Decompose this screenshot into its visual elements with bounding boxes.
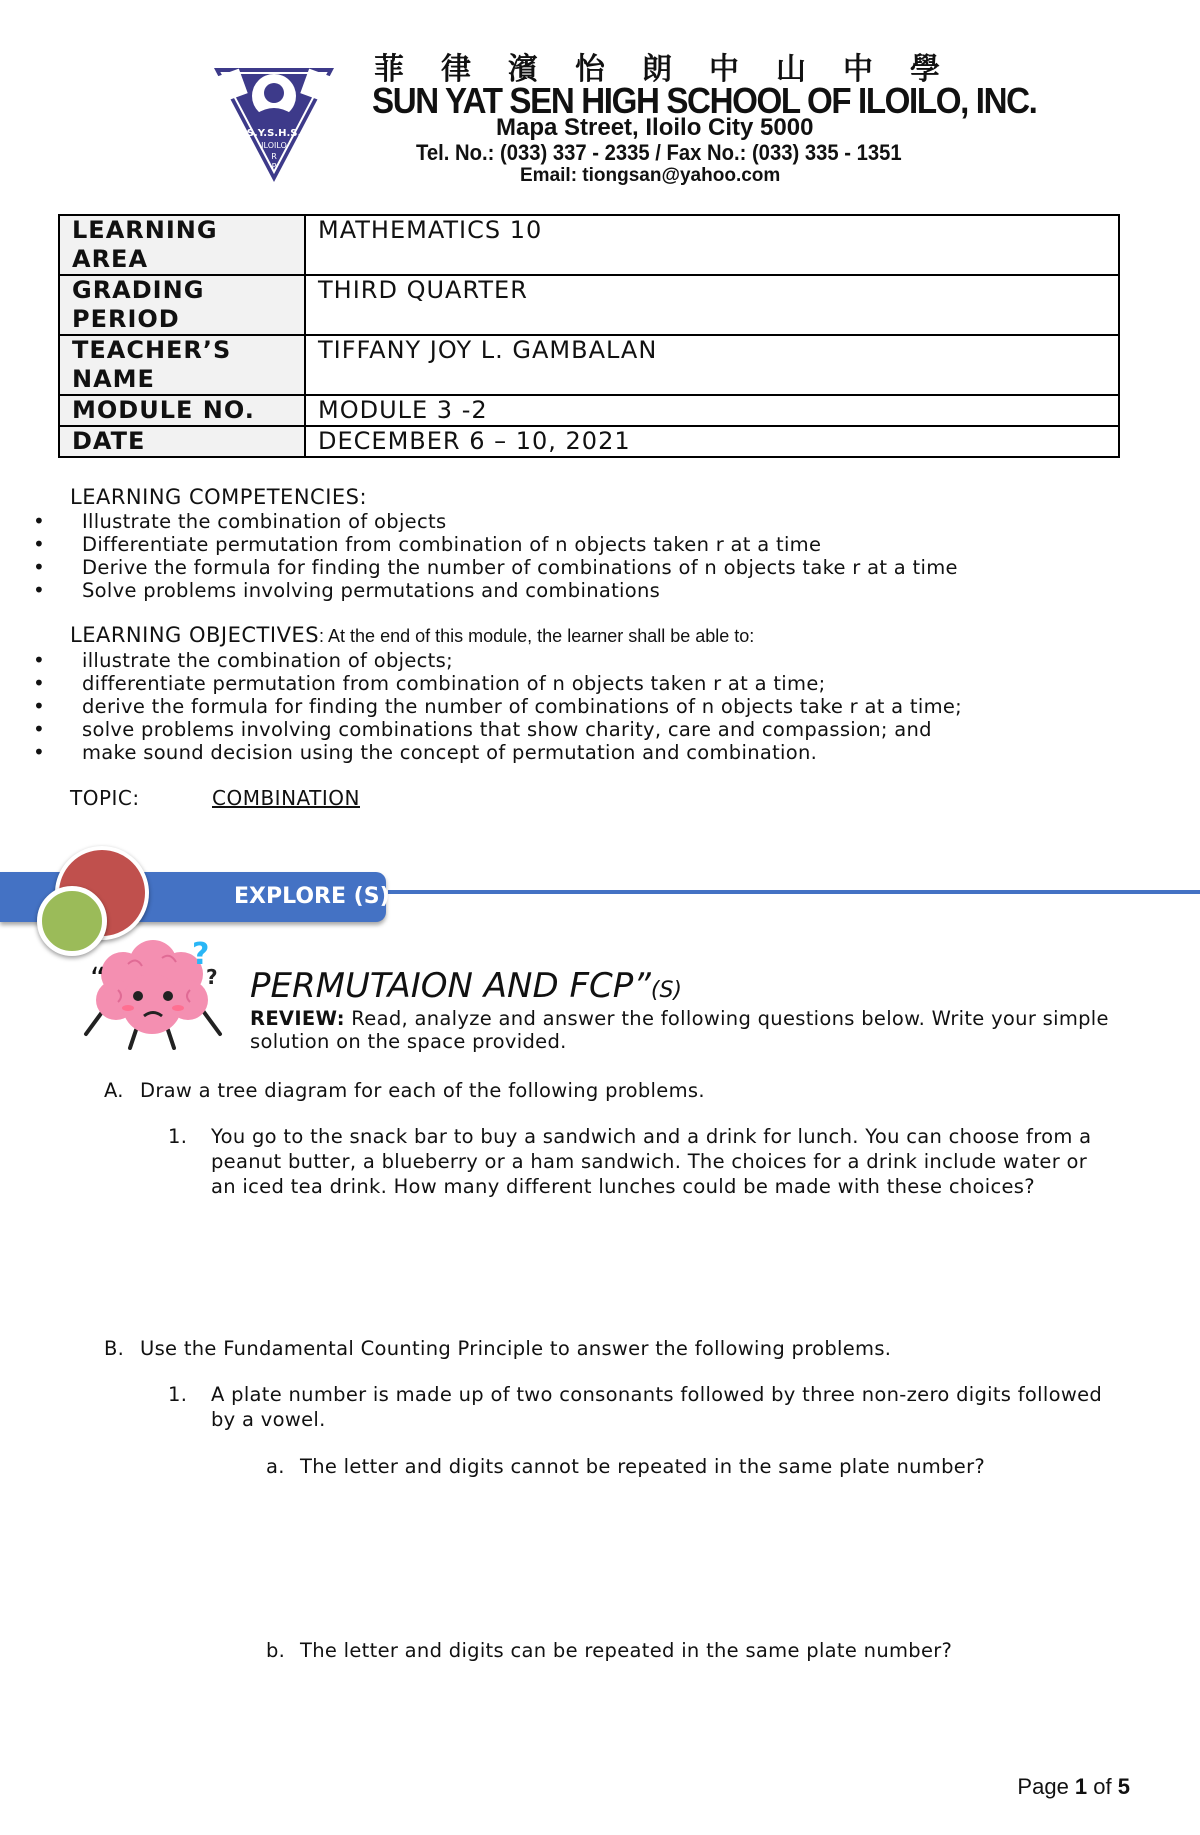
objectives-note: : At the end of this module, the learner shall be able to: bbox=[319, 626, 755, 646]
title-open-quote: “ bbox=[90, 962, 106, 997]
objectives-heading bbox=[70, 622, 962, 649]
question-b1a-marker: a. bbox=[266, 1455, 285, 1478]
objectives-list bbox=[0, 649, 962, 764]
logo-text-1: S.Y.S.H.S. bbox=[246, 128, 302, 139]
row-value: MODULE 3 -2 bbox=[305, 395, 1119, 426]
list-item: • illustrate the combination of objects; bbox=[0, 649, 962, 672]
logo-text-4: P bbox=[271, 162, 277, 171]
row-value: TIFFANY JOY L. GAMBALAN bbox=[305, 335, 1119, 395]
topic-label: TOPIC: bbox=[70, 786, 140, 810]
explore-banner-label: EXPLORE (S) bbox=[234, 884, 390, 909]
page-label: Page bbox=[1017, 1774, 1075, 1799]
section-title-text: PERMUTAION AND FCP” bbox=[250, 966, 651, 1006]
question-b1-marker: 1. bbox=[168, 1383, 188, 1406]
list-item: • Illustrate the combination of objects bbox=[0, 510, 958, 533]
review-instructions bbox=[250, 1007, 1130, 1053]
objectives-title: LEARNING OBJECTIVES bbox=[70, 623, 320, 647]
list-item: • Differentiate permutation from combination of n objects taken r at a time bbox=[0, 533, 958, 556]
list-item: • differentiate permutation from combination of n objects taken r at a time; bbox=[0, 672, 962, 695]
review-label: REVIEW: bbox=[250, 1007, 345, 1030]
question-b1-text: A plate number is made up of two consonants followed by three non-zero digits followed by a vowel. bbox=[211, 1383, 1103, 1431]
logo-text-2: ILOILO bbox=[261, 141, 287, 150]
section-b-instruction: Use the Fundamental Counting Principle to answer the following problems. bbox=[140, 1337, 892, 1360]
row-label: GRADING PERIOD bbox=[59, 275, 305, 335]
question-a1-marker: 1. bbox=[168, 1125, 188, 1148]
topic-value: COMBINATION bbox=[212, 786, 360, 810]
competencies-section bbox=[70, 484, 958, 602]
school-address: Mapa Street, Iloilo City 5000 bbox=[496, 114, 814, 141]
objectives-section bbox=[70, 622, 962, 764]
section-title-suffix: (S) bbox=[650, 978, 683, 1003]
page-total: 5 bbox=[1117, 1774, 1130, 1799]
school-name: SUN YAT SEN HIGH SCHOOL OF ILOILO, INC. bbox=[372, 80, 1037, 121]
row-value: MATHEMATICS 10 bbox=[305, 215, 1119, 275]
row-value: DECEMBER 6 – 10, 2021 bbox=[305, 426, 1119, 457]
question-b1b-text: The letter and digits can be repeated in the same plate number? bbox=[300, 1639, 953, 1662]
section-a-marker: A. bbox=[104, 1079, 124, 1102]
row-value: THIRD QUARTER bbox=[305, 275, 1119, 335]
competencies-list bbox=[0, 510, 958, 602]
review-text: Read, analyze and answer the following questions below. Write your simple solution on the space provided. bbox=[250, 1007, 1109, 1053]
section-a-instruction: Draw a tree diagram for each of the following problems. bbox=[140, 1079, 705, 1102]
school-email: Email: tiongsan@yahoo.com bbox=[520, 165, 781, 186]
row-label: LEARNING AREA bbox=[59, 215, 305, 275]
page-of: of bbox=[1087, 1774, 1118, 1799]
logo-text-3: R bbox=[271, 152, 277, 161]
school-phone: Tel. No.: (033) 337 - 2335 / Fax No.: (033) 335 - 1351 bbox=[416, 140, 902, 165]
row-label: MODULE NO. bbox=[59, 395, 305, 426]
school-chinese-name: 菲律濱怡朗中山中學 bbox=[374, 52, 977, 87]
table-row bbox=[59, 275, 1119, 335]
list-item: • derive the formula for finding the number of combinations of n objects take r at a time; bbox=[0, 695, 962, 718]
section-title bbox=[250, 966, 682, 1006]
section-b-marker: B. bbox=[104, 1337, 125, 1360]
banner-divider bbox=[388, 890, 1200, 894]
question-b1a-text: The letter and digits cannot be repeated in the same plate number? bbox=[300, 1455, 986, 1478]
list-item: • Derive the formula for finding the number of combinations of n objects take r at a time bbox=[0, 556, 958, 579]
table-row bbox=[59, 426, 1119, 457]
table-row bbox=[59, 215, 1119, 275]
table-row bbox=[59, 335, 1119, 395]
question-a1-text: You go to the snack bar to buy a sandwich and a drink for lunch. You can choose from a peanut butter, a blueberry or a ham sandwich. The choices for a drink include water or an iced tea drink. How many different lunches could be made with these choices? bbox=[211, 1125, 1092, 1198]
list-item: • Solve problems involving permutations and combinations bbox=[0, 579, 958, 602]
list-item: • solve problems involving combinations that show charity, care and compassion; and bbox=[0, 718, 962, 741]
module-info-table bbox=[58, 214, 1120, 458]
school-logo bbox=[212, 56, 336, 184]
page-number bbox=[1017, 1774, 1130, 1800]
row-label: DATE bbox=[59, 426, 305, 457]
row-label: TEACHER’S NAME bbox=[59, 335, 305, 395]
question-b1b-marker: b. bbox=[266, 1639, 286, 1662]
list-item: • make sound decision using the concept of permutation and combination. bbox=[0, 741, 962, 764]
svg-text:?: ? bbox=[192, 937, 210, 972]
table-row bbox=[59, 395, 1119, 426]
competencies-title: LEARNING COMPETENCIES: bbox=[70, 485, 368, 509]
svg-text:?: ? bbox=[206, 965, 218, 989]
page-current: 1 bbox=[1074, 1774, 1088, 1799]
